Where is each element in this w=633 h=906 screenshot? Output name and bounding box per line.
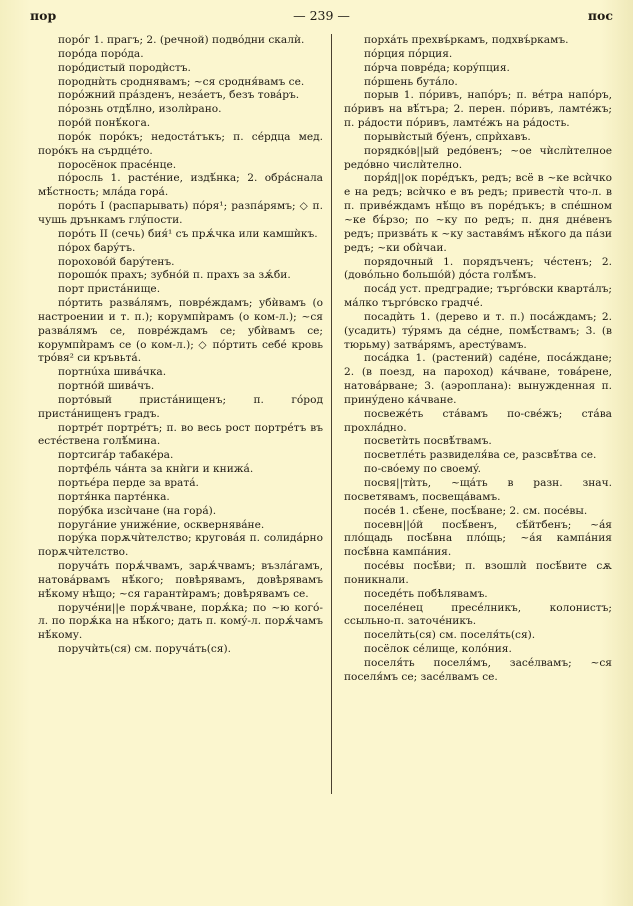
dictionary-entry: поселéнец пресéлникъ, колонистъ; ссыльно-п. заточéникъ.	[344, 601, 612, 628]
dictionary-entry: пороховóй барýтенъ.	[58, 255, 175, 268]
dictionary-entry: пóршень бутáло.	[364, 75, 458, 88]
dictionary-entry: посёлок сéлище, колóния.	[364, 643, 512, 656]
dictionary-entry: портóвый пристáнищенъ; п. гóрод пристáнищенъ градъ.	[38, 393, 323, 420]
dictionary-entry: порóк порóкъ; недостáтъкъ; п. сéрдца мед. порóкъ на сърдцéто.	[38, 130, 323, 157]
right-column	[344, 34, 612, 685]
dictionary-entry: посветлéть развиделя́ва се, разсвѣ́тва се.	[364, 449, 597, 462]
dictionary-entry: поругáние унижéние, осквернявáне.	[58, 518, 265, 531]
dictionary-entry: порóй понѣ́кога.	[58, 117, 151, 130]
dictionary-entry: порóть II (сечь) бия́¹ съ прѫ́чка или камшѝкъ.	[58, 227, 318, 240]
dictionary-entry: порошóк прахъ; зубнóй п. прахъ за зѫ́би.	[58, 269, 291, 282]
dictionary-entry: портнúха шивáчка.	[58, 366, 167, 379]
dictionary-entry: пóртить развáлямъ, поврéждамъ; убѝвамъ (о настроении и т. п.); корумпѝрамъ (о ком-л.); ~ся развáлямъ се, поврéждамъ се; убѝвамъ се; корумпѝрамъ се (о ком-л.); ◇ пóртить себé кровь трóвя² си кръвьтá.	[38, 297, 323, 365]
dictionary-entry: портьéра перде за вратá.	[58, 477, 199, 489]
dictionary-entry: порóг 1. прагъ; 2. (речной) подвóдни скалѝ.	[58, 34, 305, 46]
dictionary-entry: порýка порѫчѝтелство; круговáя п. солидáрно порѫчѝтелство.	[38, 532, 323, 559]
dictionary-entry: посéвы посѣ́ви; п. взошлѝ посѣ́вите сѫ поникнали.	[344, 560, 612, 586]
dictionary-entry: поручáть порѫ́чвамъ, зарѫ́чвамъ; възлáгамъ, натовáрвамъ нѣ́кого; повѣрявамъ, довѣрявамъ нѣ́кому нѣщо; ~ся гарантѝрамъ; довѣрявамъ се.	[38, 560, 323, 600]
header-left-guideword: пор	[30, 8, 57, 23]
header-right-guideword: пос	[587, 8, 613, 23]
column-divider	[331, 34, 332, 794]
dictionary-entry: пóрох барýтъ.	[58, 241, 136, 254]
dictionary-entry: порхáть прехвъ́ркамъ, подхвъ́ркамъ.	[364, 34, 569, 46]
dictionary-entry: посевн||óй посѣ́венъ, сѣ́йтбенъ; ~áя плóщадь посѣ́вна плóщь; ~áя кампáния посѣ́вна кампáния.	[344, 518, 612, 559]
dictionary-entry: пóросль 1. растéние, издѣ́нка; 2. обрáснала мѣ́стность; млáда горá.	[38, 172, 323, 199]
page-number: — 239 —	[293, 8, 350, 23]
dictionary-entry: портрéт портрéтъ; п. во весь рост портрéтъ въ естéствена голѣ́мина.	[38, 421, 323, 448]
dictionary-entry: порóжний прáзденъ, незáетъ, безъ товáръ.	[58, 89, 300, 102]
dictionary-entry: пóрция пóрция.	[364, 47, 453, 60]
dictionary-entry: поручéни||е порѫ́чване, порѫ́ка; по ~ю когó-л. по порѫ́ка на нѣ́кого; дать п. комý-л. порѫ́чамъ нѣ́кому.	[38, 601, 323, 642]
dictionary-entry: портсигáр табакéра.	[58, 449, 174, 462]
dictionary-entry: портфéль чáнта за кнѝги и книжá.	[58, 463, 254, 476]
dictionary-entry: поросёнок прасéнце.	[58, 158, 177, 171]
dictionary-entry: порывѝстый бýенъ, спрѝхавъ.	[364, 130, 531, 143]
left-column	[38, 34, 323, 657]
dictionary-entry: порóдистый породѝстъ.	[58, 61, 191, 74]
dictionary-entry: посáд уст. предградие; търгóвски квартáлъ; мáлко търгóвско градчé.	[344, 283, 612, 310]
dictionary-entry: порóда порóда.	[58, 47, 144, 60]
dictionary-entry: посветѝть посвѣ́твамъ.	[364, 435, 492, 448]
dictionary-entry: поселѝть(ся) см. поселя́ть(ся).	[364, 629, 536, 642]
dictionary-entry: порядочный 1. порядъченъ; чéстенъ; 2. (довóльно большóй) дóста голѣ́мъ.	[344, 255, 612, 282]
dictionary-entry: порт пристáнище.	[58, 283, 161, 296]
dictionary-entry: портнóй шивáчъ.	[58, 380, 155, 393]
dictionary-entry: посéв 1. сѣ́ене, посѣ́ване; 2. см. посéвы.	[364, 504, 588, 517]
dictionary-entry: порыв 1. пóривъ, напóръ; п. вéтра напóръ, пóривъ на вѣ́търа; 2. перен. пóривъ, ламтéжъ; п. рáдости пóривъ, ламтéжъ на рáдость.	[344, 89, 612, 130]
dictionary-entry: пóрознь отдѣ́лно, изолѝрано.	[58, 103, 222, 116]
dictionary-entry: посвежéть стáвамъ по-свéжъ; стáва прохлáдно.	[344, 407, 612, 434]
dictionary-entry: порядкóв||ый редóвенъ; ~ое чѝслѝтелное редóвно числѝтелно.	[344, 144, 612, 171]
dictionary-entry: породнѝть сроднявамъ; ~ся сродня́вамъ се.	[58, 75, 305, 88]
dictionary-entry: поря́д||ок порéдъкъ, редъ; всё в ~ке всѝчко е на редъ; всѝчко е въ редъ; привестѝ что-л. в п. привéждамъ нѣ́що въ порéдъкъ; в спéшном ~ке бъ́рзо; по ~ку по редъ; п. дня днéвенъ редъ; призвáть к ~ку заставя́мъ нѣ́кого да пáзи редъ; ~ки обѝчаи.	[344, 172, 612, 254]
dictionary-entry: портя́нка партéнка.	[58, 490, 170, 503]
page-header	[30, 8, 613, 26]
dictionary-entry: поседéть побѣлявамъ.	[364, 587, 488, 600]
dictionary-entry: пóрча поврéда; корýпция.	[364, 61, 510, 74]
dictionary-entry: поручѝть(ся) см. поручáть(ся).	[58, 643, 231, 656]
dictionary-entry: порóть I (распарывать) пóря¹; разпáрямъ; ◇ п. чушь дрънкамъ глýпости.	[38, 200, 323, 226]
dictionary-entry: порýбка изсѝчане (на горá).	[58, 504, 217, 517]
dictionary-entry: поселя́ть поселя́мъ, засéлвамъ; ~ся поселя́мъ се; засéлвамъ се.	[344, 656, 612, 683]
dictionary-entry: посвя||тѝть, ~щáть в разн. знач. посветявамъ, посвещáвамъ.	[344, 477, 612, 503]
dictionary-entry: по-свóему по своемý.	[364, 463, 481, 476]
dictionary-entry: посадѝть 1. (дерево и т. п.) посáждамъ; 2. (усадить) тýрямъ да сéдне, помѣ́ствамъ; 3. (в тюрьму) затвáрямъ, арестýвамъ.	[344, 310, 612, 351]
dictionary-entry: посáдка 1. (растений) садéне, посáждане; 2. (в поезд, на пароход) кáчване, товáрене, натовáрване; 3. (аэроплана): вынужденная п. принýдено кáчване.	[344, 352, 612, 406]
